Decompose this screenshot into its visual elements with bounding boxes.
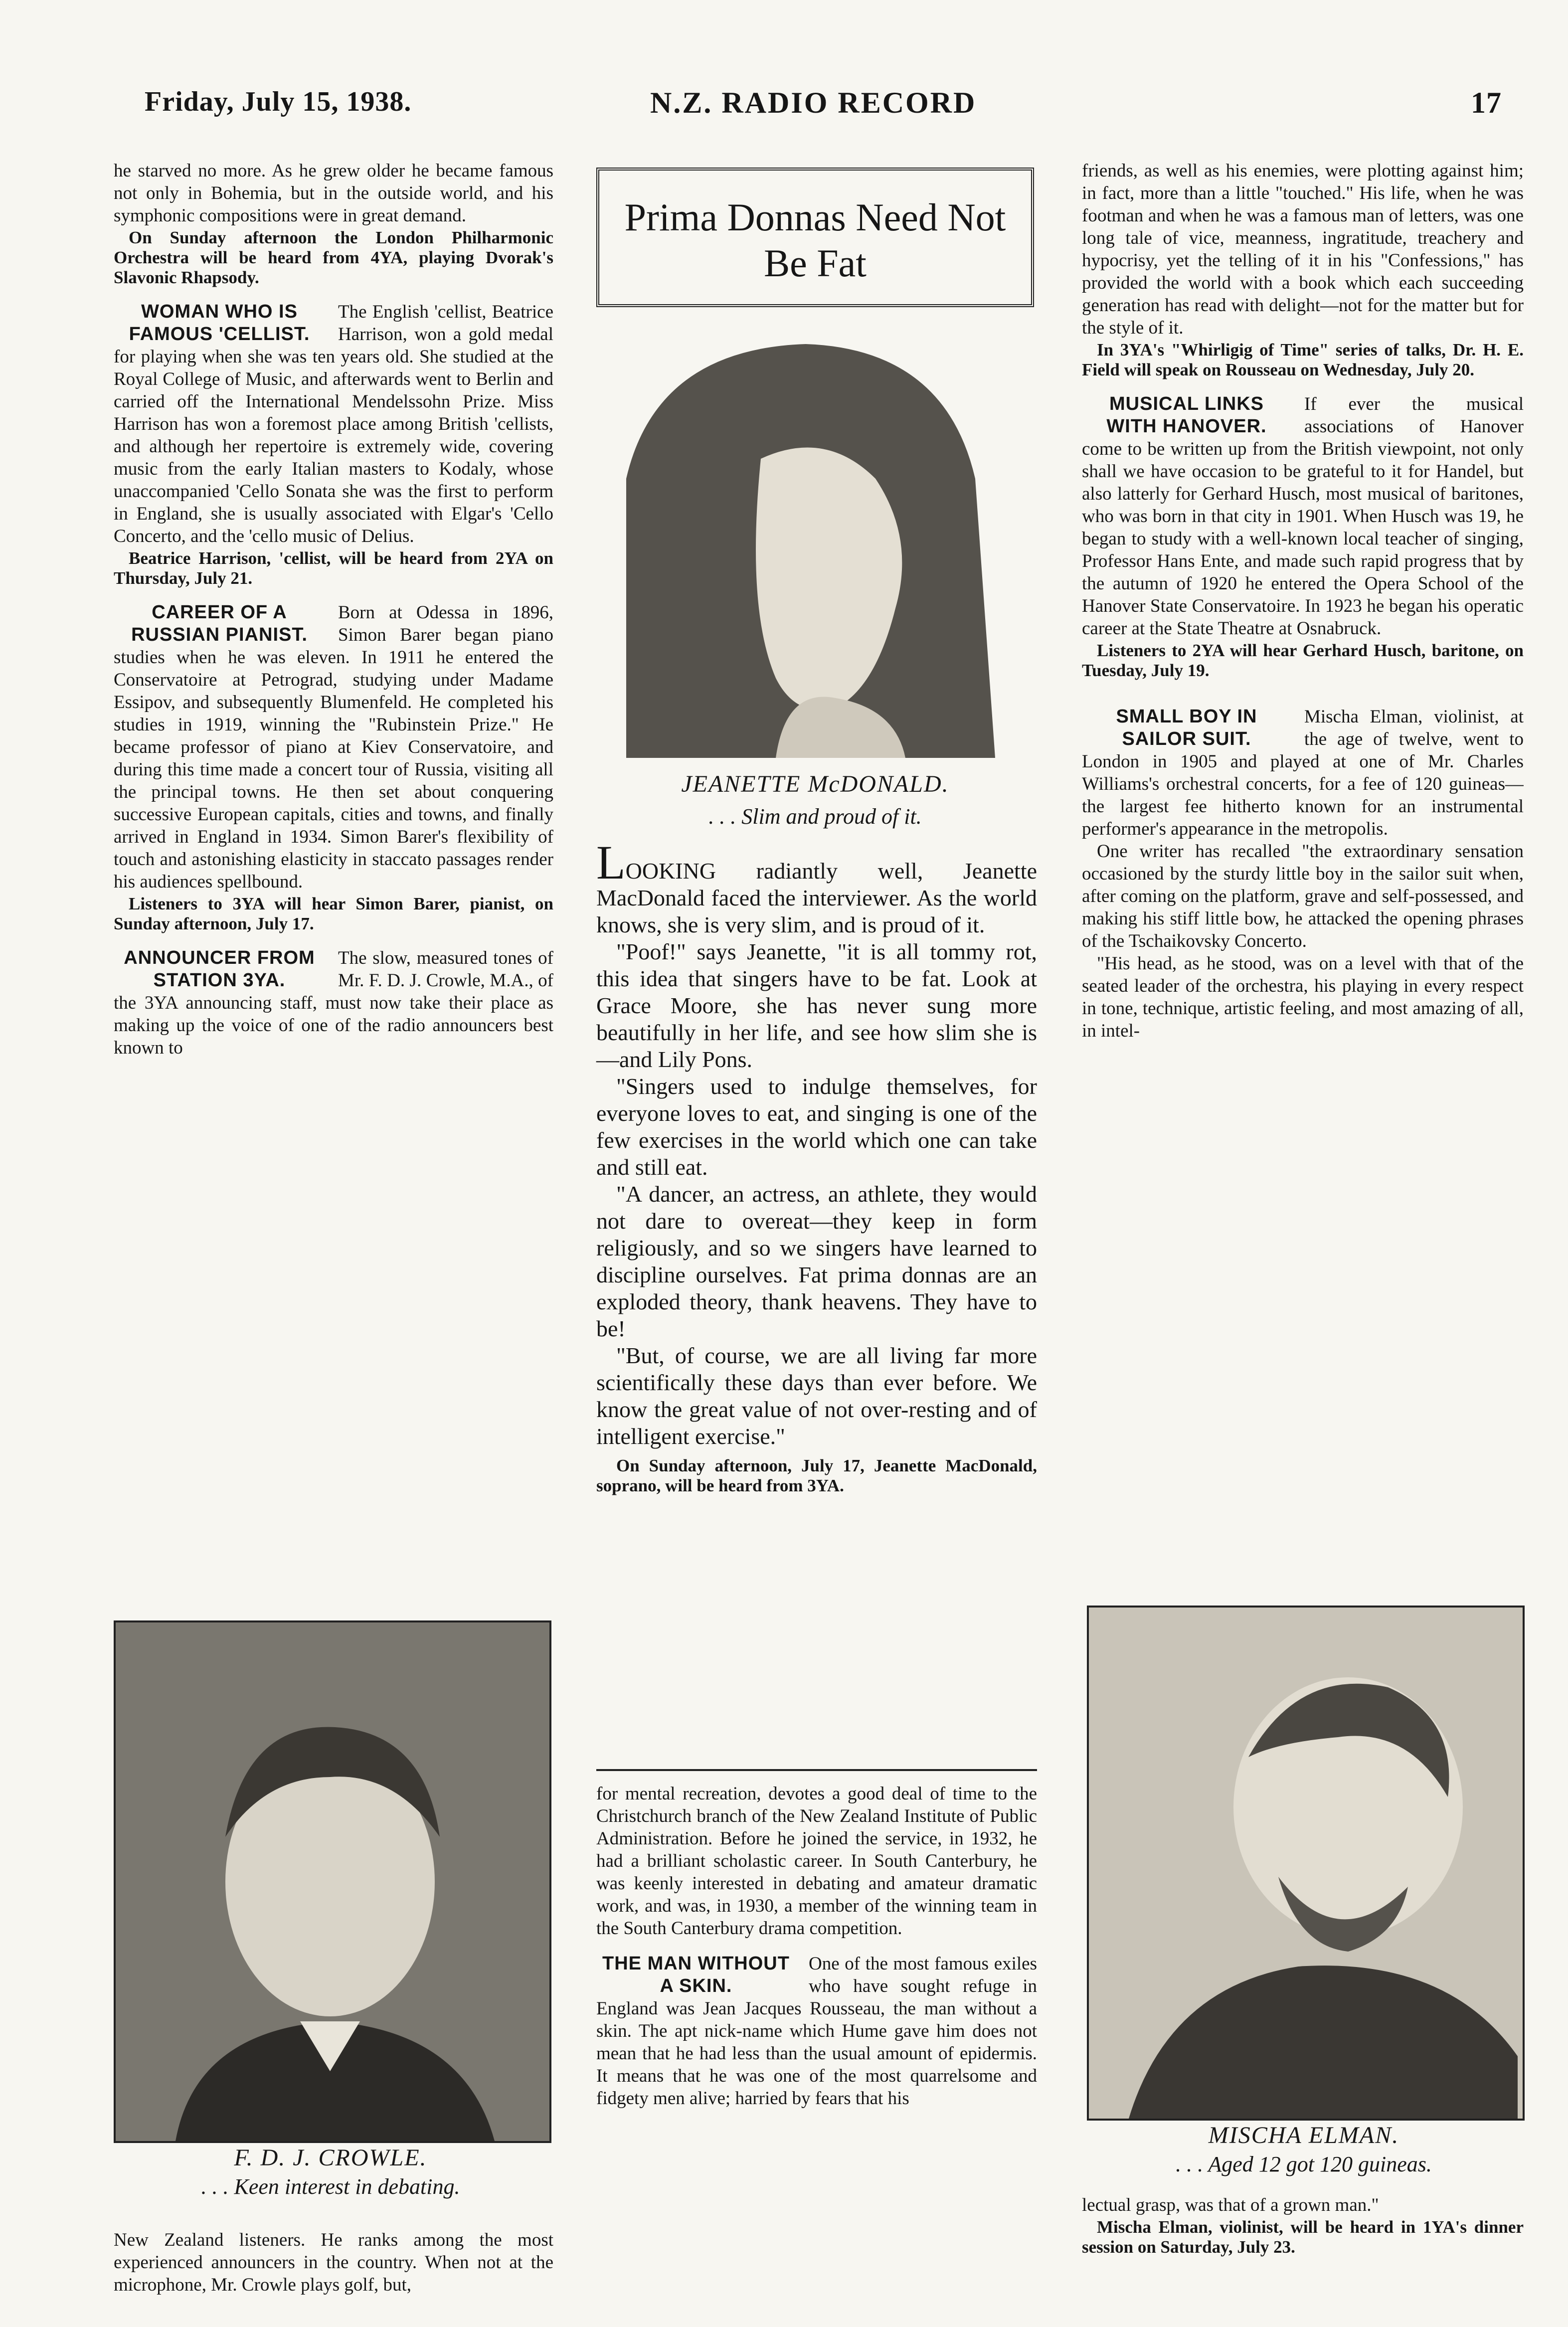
elman-subcaption: . . . Aged 12 got 120 guineas.	[1176, 2152, 1432, 2176]
mcdonald-article	[596, 836, 1037, 1501]
section-cellist	[114, 301, 553, 547]
left-column	[114, 160, 553, 1059]
section-sailor-boy	[1082, 706, 1524, 840]
section-heading-rousseau: THE MAN WITHOUT A SKIN.	[602, 1953, 790, 1996]
section-text-rousseau: One of the most famous exiles who have sought refuge in England was Jean Jacques Rousseau, the man without a skin. The apt nick-name which Hume gave him does not mean that he had less than the usual amount of epidermis. It means that he was one of the most quarrelsome and fidgety men alive; harried by fears that his	[596, 1954, 1037, 2109]
crowle-subcaption: . . . Keen interest in debating.	[201, 2174, 460, 2199]
elman-portrait-image	[1089, 1608, 1523, 2119]
mcdonald-photo	[596, 329, 1034, 758]
section-heading-hanover: MUSICAL LINKS WITH HANOVER.	[1106, 393, 1267, 437]
crowle-tail-text: New Zealand listeners. He ranks among the most experienced announcers in the country. When not at the microphone, Mr. Crowle plays golf, but,	[114, 2230, 553, 2295]
article-para-4: "A dancer, an actress, an athlete, they would not dare to overeat—they keep in form religiously, and so we singers have learned to discipline ourselves. Fat prima donnas are an exploded theory, thank heavens. They have to be!	[596, 1181, 1037, 1341]
right-column	[1082, 160, 1524, 1042]
section-heading-pianist: CAREER OF A RUSSIAN PIANIST.	[131, 602, 308, 645]
article-para-5: "But, of course, we are all living far more scientifically these days than ever before. We know the great value of not over-resting and of intelligent exercise."	[596, 1343, 1037, 1449]
right-tail	[1082, 2194, 1524, 2262]
middle-continuation	[596, 1783, 1037, 2110]
broadcast-note-husch: Listeners to 2YA will hear Gerhard Husch, baritone, on Tuesday, July 19.	[1082, 641, 1524, 680]
article-title: Prima Donnas Need Not Be Fat	[624, 195, 1006, 285]
section-text-announcer: The slow, measured tones of Mr. F. D. J. Crowle, M.A., of the 3YA announcing staff, must now take their place as making up the voice of one of the radio announcers best known to	[114, 948, 553, 1058]
masthead: N.Z. RADIO RECORD	[650, 86, 977, 119]
page-number: 17	[1471, 86, 1502, 119]
article-para-2: "Poof!" says Jeanette, "it is all tommy rot, this idea that singers have to be fat. Look at Grace Moore, she has never sung more beautifully in her life, and see how slim she is—and Lily Pons.	[596, 939, 1037, 1072]
broadcast-note-cellist: Beatrice Harrison, 'cellist, will be heard from 2YA on Thursday, July 21.	[114, 548, 553, 588]
drop-cap: L	[596, 836, 626, 889]
rousseau-broadcast-note: In 3YA's "Whirligig of Time" series of talks, Dr. H. E. Field will speak on Rousseau on Wednesday, July 20.	[1082, 340, 1524, 379]
sailor-boy-para-3: "His head, as he stood, was on a level with that of the seated leader of the orchestra, his playing in every respect in tone, technique, artistic feeling, and most amazing of all, in intel-	[1082, 953, 1524, 1041]
issue-date: Friday, July 15, 1938.	[145, 86, 412, 117]
left-tail	[114, 2229, 553, 2296]
section-heading-cellist: WOMAN WHO IS FAMOUS 'CELLIST.	[129, 301, 310, 345]
elman-broadcast-note: Mischa Elman, violinist, will be heard in 1YA's dinner session on Saturday, July 23.	[1082, 2217, 1524, 2257]
crowle-continued-text: for mental recreation, devotes a good deal of time to the Christchurch branch of the New Zealand Institute of Public Administration. Before he joined the service, in 1932, he had a brilliant scholastic career. In South Canterbury, he was keenly interested in debating and amateur dramatic work, and was, in 1930, a member of the winning team in the South Canterbury drama competition.	[596, 1784, 1037, 1939]
section-heading-announcer: ANNOUNCER FROM STATION 3YA.	[124, 947, 315, 991]
section-text-pianist: Born at Odessa in 1896, Simon Barer began piano studies when he was eleven. In 1911 he entered the Conservatoire at Petrograd, studying under Madame Essipov, and subsequently Blumenfeld. He completed his studies in 1919, winning the "Rubinstein Prize." He became professor of piano at Kiev Conservatoire, and during this time made a concert tour of Russia, visiting all the principal towns. He then set about conquering successive European capitals, cities and towns, and finally arrived in England in 1934. Simon Barer's flexibility of touch and astonishing elasticity in staccato passages render his audiences spellbound.	[114, 602, 553, 892]
article-para-1: OOKING radiantly well, Jeanette MacDonald faced the interviewer. As the world knows, she is very slim, and is proud of it.	[596, 858, 1037, 937]
elman-caption: MISCHA ELMAN.	[1208, 2122, 1399, 2148]
section-text-hanover: If ever the musical associations of Hanover come to be written up from the British viewpoint, not only shall we have occasion to be grateful to it for Handel, but also latterly for Gerhard Husch, most musical of baritones, who was born in that city in 1901. When Husch was 19, he began to study with a well-known local teacher of singing, Professor Hans Ente, and made such rapid progress that by the autumn of 1920 he entered the Opera School of the Hanover State Conservatoire. In 1923 he began his operatic career at the State Theatre at Osnabruck.	[1082, 394, 1524, 639]
intro-broadcast-note: On Sunday afternoon the London Philharmonic Orchestra will be heard from 4YA, playing Dvorak's Slavonic Rhapsody.	[114, 228, 553, 287]
elman-photo	[1087, 1606, 1525, 2121]
broadcast-note-pianist: Listeners to 3YA will hear Simon Barer, pianist, on Sunday afternoon, July 17.	[114, 894, 553, 933]
crowle-portrait-image	[116, 1622, 549, 2141]
section-rousseau	[596, 1953, 1037, 2110]
section-pianist	[114, 601, 553, 893]
article-title-box	[596, 168, 1034, 307]
article-para-3: "Singers used to indulge themselves, for everyone loves to eat, and singing is one of the few exercises in the world which one can take and still eat.	[596, 1074, 1037, 1180]
column-divider	[596, 1769, 1037, 1771]
mcdonald-broadcast-note: On Sunday afternoon, July 17, Jeanette MacDonald, soprano, will be heard from 3YA.	[596, 1456, 1037, 1495]
crowle-caption: F. D. J. CROWLE.	[234, 2145, 427, 2171]
section-hanover	[1082, 393, 1524, 640]
rousseau-continued-text: friends, as well as his enemies, were plotting against him; in fact, more than a little "touched." His life, when he was footman and when he was a famous man of letters, was one long tale of vice, meanness, ingratitude, treachery and hypocrisy, yet the telling of it in his "Confessions," has provided the world with a book which each succeeding generation has read with delight—not for the matter but for the style of it.	[1082, 161, 1524, 338]
mcdonald-subcaption: . . . Slim and proud of it.	[708, 804, 922, 829]
elman-tail-text: lectual grasp, was that of a grown man."	[1082, 2195, 1379, 2215]
mcdonald-caption: JEANETTE McDONALD.	[681, 771, 949, 797]
section-heading-sailor-boy: SMALL BOY IN SAILOR SUIT.	[1116, 706, 1257, 749]
intro-text: he starved no more. As he grew older he became famous not only in Bohemia, but in the outside world, and his symphonic compositions were in great demand.	[114, 161, 553, 226]
mcdonald-portrait-image	[596, 329, 1034, 758]
section-announcer	[114, 947, 553, 1059]
sailor-boy-para-2: One writer has recalled "the extraordinary sensation occasioned by the sturdy little boy in the sailor suit when, after coming on the platform, grave and self-possessed, and making his stiff little bow, he attacked the opening phrases of the Tschaikovsky Concerto.	[1082, 841, 1524, 951]
section-text-cellist: The English 'cellist, Beatrice Harrison, won a gold medal for playing when she was ten years old. She studied at the Royal College of Music, and afterwards went to Berlin and carried off the International Mendelssohn Prize. Miss Harrison has won a foremost place among British 'cellists, and although her repertoire is extremely wide, covering music from the early Italian masters to Kodaly, whose unaccompanied 'Cello Sonata she was the first to perform in England, she is usually associated with Elgar's 'Cello Concerto, and the 'cello music of Delius.	[114, 302, 553, 546]
section-text-sailor-boy: Mischa Elman, violinist, at the age of twelve, went to London in 1905 and played at one of Mr. Charles Williams's orchestral concerts, for a fee of 120 guineas—the largest fee hitherto known for an instrumental performer's appearance in the metropolis.	[1082, 707, 1524, 839]
crowle-photo	[114, 1620, 551, 2143]
